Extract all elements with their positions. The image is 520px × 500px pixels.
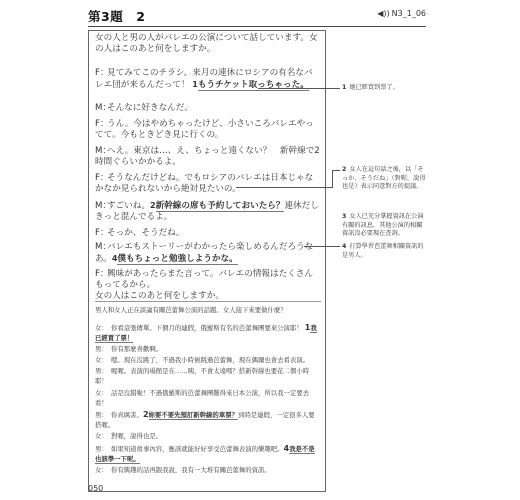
underlined-text: 我已經買了票！ bbox=[95, 324, 317, 342]
line-text: バレエもストーリーがわかったら楽しめるんだろうなあ。 bbox=[95, 242, 314, 264]
note-text: 打算學習芭蕾舞相關資訊的是男人。 bbox=[342, 243, 424, 259]
note-item-2 bbox=[342, 166, 428, 192]
note-number: 3 bbox=[342, 213, 347, 220]
speaker-label: M： bbox=[95, 146, 112, 156]
note-item-1 bbox=[342, 84, 428, 93]
translation-text: 你真厲害。 bbox=[111, 411, 143, 419]
translation-intro bbox=[95, 306, 321, 316]
translation-line bbox=[95, 432, 321, 442]
note-number: 2 bbox=[342, 166, 347, 173]
leader-line-2-tip bbox=[332, 170, 340, 171]
dialogue-intro bbox=[95, 33, 321, 55]
page-number: 050 bbox=[88, 484, 104, 493]
marker-number: 4 bbox=[111, 254, 118, 263]
translation-text: 你看這張傳單。下個月的連假，俄羅斯有名的芭蕾舞團要來公演耶！ bbox=[111, 324, 303, 332]
underlined-text: 新幹線の席も予約しておいたら？ bbox=[155, 201, 285, 211]
speaker-label: 女： bbox=[95, 389, 108, 397]
underlined-text: 我是不是也該學一下呢。 bbox=[95, 445, 315, 463]
marker-number: 1 bbox=[304, 323, 311, 332]
line-text: うん。今はやめちゃったけど、小さいころバレエやってて。今もときどき見に行くの。 bbox=[95, 119, 314, 140]
dialogue-line bbox=[95, 103, 321, 114]
underlined-text: 僕もちょっと勉強しようかな。 bbox=[117, 254, 238, 264]
audio-track-id: N3_1_06 bbox=[391, 9, 426, 18]
note-number: 1 bbox=[342, 84, 347, 91]
marker-number: 2 bbox=[142, 410, 149, 419]
speaker-label: M： bbox=[95, 201, 112, 211]
question-text: 女の人はこのあと何をしますか。 bbox=[95, 291, 224, 301]
dialogue-line bbox=[95, 200, 321, 223]
translation-line bbox=[95, 367, 321, 386]
speaker-label: 男： bbox=[95, 445, 108, 453]
translation-text-tail: 到時是連假，一定很多人要搭喔。 bbox=[95, 411, 315, 429]
speaker-label: F： bbox=[95, 173, 109, 183]
note-item-3 bbox=[342, 213, 428, 239]
line-text: そんなに好きなんだ。 bbox=[107, 103, 193, 113]
translation-line bbox=[95, 356, 321, 366]
translation-line bbox=[95, 444, 321, 464]
line-text: そっか、そうだね。 bbox=[107, 228, 185, 238]
line-text: 見てみてこのチラシ。来月の連休にロシアの有名なバレエ団が来るんだって！ bbox=[95, 68, 313, 90]
line-text: そうなんだけどね。でもロシアのバレエは日本じゃなかなか見られないから絶対見たいの。 bbox=[95, 173, 314, 194]
speaker-label: F： bbox=[95, 68, 109, 78]
speaker-label: F： bbox=[95, 228, 109, 238]
translation-text: 喔喔。表演的場館是在……咦，不會太遠嗎？搭新幹線也要花二個小時耶！ bbox=[95, 367, 310, 385]
translation-line bbox=[95, 389, 321, 408]
dialogue-line bbox=[95, 228, 321, 239]
note-text: 女人在這句話之後，以「そっか、そうだね」（對喔，說得也是）表示同意對方的提議。 bbox=[342, 166, 426, 191]
dialogue-line bbox=[95, 269, 321, 291]
line-text-tail: 連休だしきっと混んでるよ。 bbox=[95, 201, 319, 222]
line-text: へえ。東京は…、え、ちょっと遠くない？ 新幹線で2時間ぐらいかかるよ。 bbox=[95, 146, 320, 167]
speaker-label: 女： bbox=[95, 432, 108, 440]
dialogue-line bbox=[95, 146, 321, 168]
intro-text: 女の人と男の人がバレエの公演について話しています。女の人はこのあと何をしますか。 bbox=[95, 33, 318, 54]
speaker-label: 男： bbox=[95, 367, 108, 375]
speaker-label: M： bbox=[95, 242, 112, 252]
translation-text: 你有興趣的話再跟我說，我有一大堆有關芭蕾舞的資訊。 bbox=[111, 466, 271, 474]
translation-line bbox=[95, 466, 321, 476]
question-header bbox=[88, 6, 426, 27]
marker-number: 4 bbox=[283, 444, 290, 453]
leader-line-4 bbox=[304, 246, 340, 247]
dialogue-line bbox=[95, 242, 321, 265]
speaker-label: M： bbox=[95, 103, 112, 113]
translation-text: 對喔，說得也是。 bbox=[111, 432, 163, 440]
translation-text: 男人和女人正在談論有關芭蕾舞公演的話題。女人接下來要做什麼？ bbox=[95, 306, 287, 314]
dialogue-line bbox=[95, 173, 321, 195]
speaker-icon: ◀)) bbox=[377, 9, 390, 18]
note-text: 女人已充分掌握資訊在公演有關的訊息，其他公演的相關資訊沒必要現在查詢。 bbox=[342, 213, 424, 238]
translation-text: 嗯。現在沒跳了，不過我小時候跳過芭蕾舞，現在偶爾也會去看表演。 bbox=[111, 356, 310, 364]
speaker-label: 男： bbox=[95, 411, 108, 419]
speaker-label: 女： bbox=[95, 466, 108, 474]
note-text: 她已經買到票了。 bbox=[349, 84, 399, 91]
marker-number: 1 bbox=[192, 80, 198, 89]
line-text: すごいね。 bbox=[107, 201, 150, 211]
leader-line-2-vertical bbox=[332, 170, 333, 188]
translation-text: 你有那麼喜歡啊。 bbox=[111, 345, 163, 353]
translation-line bbox=[95, 345, 321, 355]
speaker-label: F： bbox=[95, 119, 109, 129]
note-number: 4 bbox=[342, 243, 347, 250]
speaker-label: F： bbox=[95, 269, 109, 279]
speaker-label: 女： bbox=[95, 324, 108, 332]
translation-text: 如果知道故事內容，應該就能好好享受芭蕾舞表演的樂趣吧。 bbox=[111, 445, 284, 453]
translation-line bbox=[95, 410, 321, 430]
line-text: 興味があったらまた言って。バレエの情報はたくさんもってるから。 bbox=[95, 269, 313, 290]
dialogue-line bbox=[95, 119, 321, 141]
speaker-label: 女： bbox=[95, 356, 108, 364]
translation-text: 話是沒錯啦！不過俄羅斯的芭蕾舞團難得來日本公演，所以我一定要去看！ bbox=[95, 389, 310, 407]
note-item-4 bbox=[342, 243, 428, 260]
translation-line bbox=[95, 323, 321, 343]
leader-line-2 bbox=[236, 187, 332, 188]
marker-number: 2 bbox=[149, 201, 156, 210]
question-title: 第3題 2 bbox=[88, 9, 146, 24]
underlined-text: 妳要不要先預訂新幹線的車票？ bbox=[148, 411, 238, 419]
speaker-label: 男： bbox=[95, 345, 108, 353]
leader-line-1 bbox=[258, 88, 340, 89]
underlined-text: もうチケット取っちゃった。 bbox=[197, 80, 309, 90]
audio-track-label[interactable] bbox=[377, 9, 426, 18]
section-divider bbox=[95, 301, 321, 302]
